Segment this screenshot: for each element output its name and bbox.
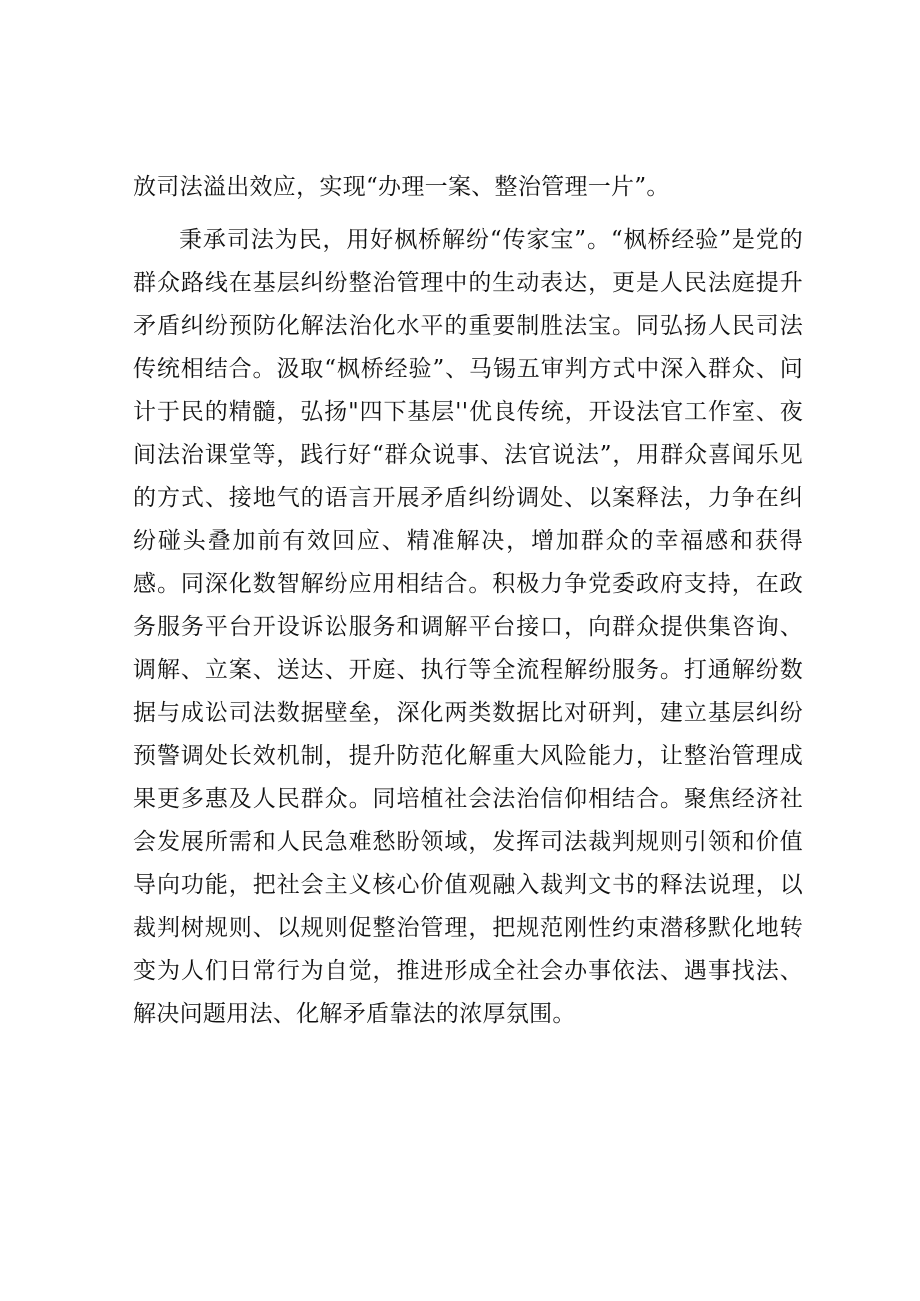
document-body (133, 166, 803, 1036)
paragraph-fengqiao-experience: 秉承司法为民，用好枫桥解纷“传家宝”。“枫桥经验”是党的群众路线在基层纠纷整治管理中的生动表达，更是人民法庭提升矛盾纠纷预防化解法治化水平的重要制胜法宝。同弘扬人民司法传统相结合。汲取“枫桥经验”、马锡五审判方式中深入群众、问计于民的精髓，弘扬"四下基层''优良传统，开设法官工作室、夜间法治课堂等，践行好“群众说事、法官说法”，用群众喜闻乐见的方式、接地气的语言开展矛盾纠纷调处、以案释法，力争在纠纷碰头叠加前有效回应、精准解决，增加群众的幸福感和获得感。同深化数智解纷应用相结合。积极力争党委政府支持，在政务服务平台开设诉讼服务和调解平台接口，向群众提供集咨询、调解、立案、送达、开庭、执行等全流程解纷服务。打通解纷数据与成讼司法数据壁垒，深化两类数据比对研判，建立基层纠纷预警调处长效机制，提升防范化解重大风险能力，让整治管理成果更多惠及人民群众。同培植社会法治信仰相结合。聚焦经济社会发展所需和人民急难愁盼领域，发挥司法裁判规则引领和价值导向功能，把社会主义核心价值观融入裁判文书的释法说理，以裁判树规则、以规则促整治管理，把规范刚性约束潜移默化地转变为人们日常行为自觉，推进形成全社会办事依法、遇事找法、解决问题用法、化解矛盾靠法的浓厚氛围。 (133, 227, 803, 1027)
paragraph-continuation: 放司法溢出效应，实现“办理一案、整治管理一片”。 (133, 174, 670, 200)
